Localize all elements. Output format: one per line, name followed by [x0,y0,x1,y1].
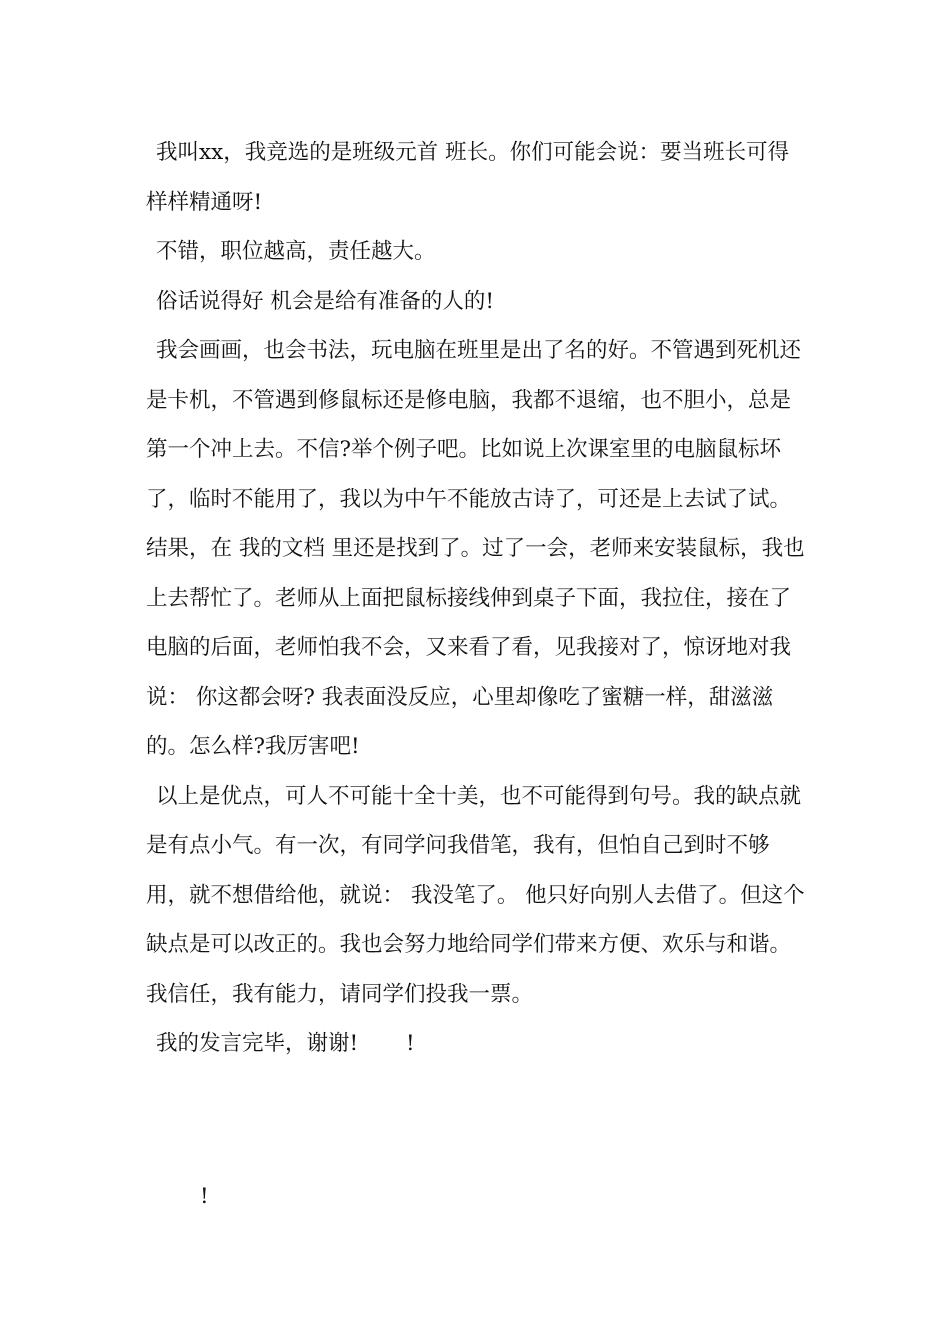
paragraph-proverb: 俗话说得好 机会是给有准备的人的! [156,288,494,314]
document-body [146,128,810,1069]
paragraph-responsibility: 不错，职位越高，责任越大。 [156,239,436,264]
stray-exclamation-mark: ! [200,1184,209,1209]
paragraph-weakness: 以上是优点，可人不可能十全十美，也不可能得到句号。我的缺点就是有点小气。有一次，有同学问我借笔，我有，但怕自己到时不够用，就不想借给他，就说： 我没笔了。 他只好向别人去借了。但这个缺点是可以改正的。我也会努力地给同学们带来方便、欢乐与和谐。我信任，我有能力，请同学们投我一票。 [146,783,805,1007]
paragraph-closing: 我的发言完毕，谢谢! ! [156,1031,415,1056]
paragraph-introduction: 我叫xx，我竞选的是班级元首 班长。你们可能会说：要当班长可得样样精通呀! [146,140,790,215]
paragraph-strengths: 我会画画，也会书法，玩电脑在班里是出了名的好。不管遇到死机还是卡机，不管遇到修鼠标还是修电脑，我都不退缩，也不胆小，总是第一个冲上去。不信?举个例子吧。比如说上次课室里的电脑鼠标坏了，临时不能用了，我以为中午不能放古诗了，可还是上去试了试。结果，在 我的文档 里还是找到了。过了一会，老师来安装鼠标，我也上去帮忙了。老师从上面把鼠标接线伸到桌子下面，我拉住，接在了电脑的后面，老师怕我不会，又来看了看，见我接对了，惊讶地对我说： 你这都会呀? 我表面没反应，心里却像吃了蜜糖一样，甜滋滋的。怎么样?我厉害吧! [146,338,805,759]
